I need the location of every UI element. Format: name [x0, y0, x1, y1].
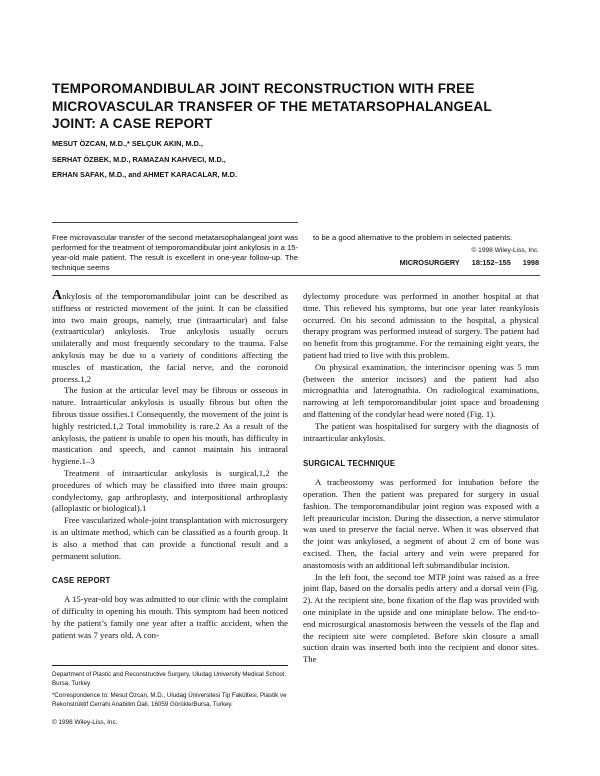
footer-copyright: © 1998 Wiley-Liss, Inc.: [52, 719, 118, 726]
body-paragraph: In the left foot, the second toe MTP joint was raised as a free joint flap, based on the dorsalis pedis artery and a dorsal vein (Fig. 2). At the recipient site, bone fixation of the flap was provided with one miniplate in the upside and one miniplate below. The end-to-end microsurgical anastomosis between the vessels of the flap and the recipient site were completed. Before skin closure a small suction drain was inserted both into the recipient and donor sites. The: [303, 571, 539, 665]
body-paragraph: A 15-year-old boy was admitted to our clinic with the complaint of difficulty in opening his mouth. This symptom had been noticed by the patient’s family one year after a traffic accident, when the patient was 7 years old. A con-: [52, 594, 288, 640]
body-paragraph: The fusion at the articular level may be fibrous or osseous in nature. Intraarticular ankylosis is usually fibrous but often the fibrous tissue ossifies.1 Consequently, the movement of the joint is highly restricted.1,2 Total immobility is rare.2 As a result of the ankylosis, the patient is unable to open his mouth, has difficulty in mastication and speech, and cannot maintain his intraoral hygiene.1–3: [52, 385, 288, 467]
body-paragraph: Treatment of intraarticular ankylosis is surgical,1,2 the procedures of which may be classified into three main groups: condylectomy, gap arthroplasty, and interpositional arthroplasty (alloplastic or biological).1: [52, 467, 288, 514]
article-title: TEMPOROMANDIBULAR JOINT RECONSTRUCTION WITH FREE MICROVASCULAR TRANSFER OF THE METATARSOPHALANGEAL JOINT: A CASE REPORT: [52, 81, 492, 131]
drop-cap: A: [52, 288, 63, 303]
body-paragraph: A tracheostomy was performed for intubation before the operation. Then the patient was prepared for surgery in usual fashion. The temporomandibular joint region was exposed with a left preauricular incision. During the dissection, a nerve stimulator was used to preserve the facial nerve. When it was observed that the joint was ankylosed, a segment of about 2 cm of bone was excised. Then, the facial artery and vein were prepared for anastomosis with an additional left submandibular incision.: [303, 477, 539, 570]
body-paragraph: dylectomy procedure was performed in another hospital at that time. This relieved his symptoms, but one year later reankylosis occurred. On his second admission to the hospital, a physical therapy program was performed instead of surgery. The patient had no benefit from this programme. For the remaining eight years, the patient had tried to live with this problem.: [303, 291, 539, 360]
abstract-bottom-rule: [52, 275, 540, 276]
section-heading-case-report: CASE REPORT: [52, 576, 111, 586]
footnote-affiliation: Department of Plastic and Reconstructive Surgery, Uludag University Medical School, Bursa, Turkey: [52, 671, 287, 687]
journal-citation: [313, 258, 539, 267]
body-column-right: [303, 291, 539, 666]
footnote-correspondence: *Correspondence to: Mesut Özcan, M.D., Uludag Üniversitesi Tip Fakültesi, Plastik ve Rekonstrüktif Cerrahi Anabilim Dali, 16059 Görükle/Bursa, Turkey.: [52, 692, 287, 708]
author-line: MESUT ÖZCAN, M.D.,* SELÇUK AKIN, M.D.,: [52, 139, 203, 148]
journal-volume: 18:152–155: [471, 258, 511, 267]
abstract-text-right: to be a good alternative to the problem in selected patients.: [313, 233, 513, 242]
body-paragraph: The patient was hospitalised for surgery with the diagnosis of intraarticular ankylosis.: [303, 420, 539, 443]
paragraph-text: nkylosis of the temporomandibular joint can be described as stiffness or restricted movement of the joint. It can be classified into two main groups, namely, true (intraarticular) and false (extraarticular) ankylosis. True ankylosis usually occurs unilaterally and most frequently secondary to the trauma. False ankylosis may be due to a variety of conditions affecting the muscles of mastication, the facial nerve, and the coronoid process.1,2: [52, 291, 288, 384]
author-line: SERHAT ÖZBEK, M.D., RAMAZAN KAHVECI, M.D.,: [52, 154, 226, 164]
abstract-copyright: © 1998 Wiley-Liss, Inc.: [471, 247, 539, 254]
abstract-text-left: Free microvascular transfer of the second metatarsophalangeal joint was performed for the treatment of temporomandibular joint ankylosis in a 15-year-old male patient. The result is excellent in one-year follow-up. The technique seems: [52, 233, 298, 272]
footnote: [52, 671, 292, 713]
body-column-left: [52, 288, 288, 641]
author-line: ERHAN SAFAK, M.D., and AHMET KARACALAR, M.D.: [52, 170, 237, 180]
author-list: [52, 136, 522, 183]
body-paragraph: On physical examination, the interincisor opening was 5 mm (between the anterior incisors) and the patient had also micrognathia and laterognathia. On radiological examinations, narrowing at left temporomandibular joint space and broadening and flattening of the condylar head were noted (Fig. 1).: [303, 361, 539, 419]
journal-year: 1998: [522, 258, 539, 267]
footnote-rule: [52, 665, 288, 666]
section-heading-surgical-technique: SURGICAL TECHNIQUE: [303, 459, 396, 469]
journal-name: MICROSURGERY: [399, 258, 460, 267]
body-paragraph: [52, 288, 288, 385]
abstract-top-rule: [52, 222, 298, 223]
body-paragraph: Free vascularized whole-joint transplantation with microsurgery is an ultimate method, which can be classified as a fourth group. It is also a method that can provide a functional result and a permanent solution.: [52, 515, 288, 561]
